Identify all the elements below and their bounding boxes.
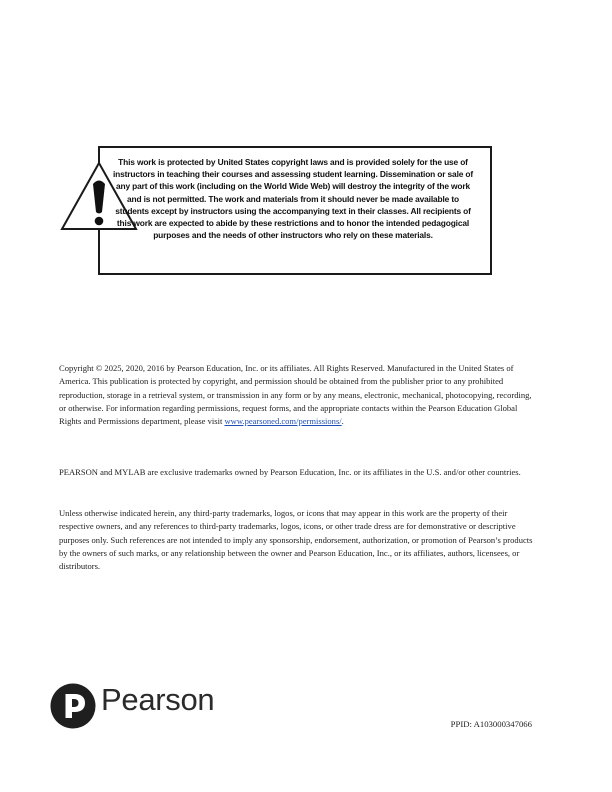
permissions-link[interactable]: www.pearsoned.com/permissions/ — [224, 416, 342, 427]
copyright-warning-notice — [60, 146, 490, 273]
trademarks-paragraph — [59, 466, 539, 479]
pearson-wordmark: Pearson — [101, 682, 215, 717]
ppid-label: PPID: A103000347066 — [450, 719, 532, 729]
trademarks-text: PEARSON and MYLAB are exclusive trademarks owned by Pearson Education, Inc. or its affiliates in the U.S. and/or other countries. — [59, 467, 521, 477]
warning-text: This work is protected by United States copyright laws and is provided solely for the use of instructors in teaching their courses and assessing student learning. Dissemination or sale of any part of this work (including on the World Wide Web) will destroy the integrity of the work and is not permitted. The work and materials from it should never be made available to students except by instructors using the accompanying text in their classes. All recipients of this work are expected to abide by these restrictions and to honor the intended pedagogical purposes and the needs of other instructors who rely on these materials. — [112, 157, 474, 241]
copyright-text: Copyright © 2025, 2020, 2016 by Pearson Education, Inc. or its affiliates. All Rights Reserved. Manufactured in the United States of America. This publication is protected by copyright, and permission should be obtained from the publisher prior to any prohibited reproduction, storage in a retrieval system, or transmission in any form or by any means, electronic, mechanical, photocopying, recording, or otherwise. For information regarding permissions, request forms, and the appropriate contacts within the Pearson Education Global Rights and Permissions department, please visit — [59, 363, 532, 427]
copyright-text-end: . — [341, 416, 344, 427]
third-party-text: Unless otherwise indicated herein, any third-party trademarks, logos, or icons that may appear in this work are the property of their respective owners, and any references to third-party trademarks, logos, icons, or other trade dress are for demonstrative or descriptive purposes only. Such references are not intended to imply any sponsorship, endorsement, authorization, or promotion of Pearson’s products by the owners of such marks, or any relationship between the owner and Pearson Education, Inc., or its affiliates, authors, licensees, or distributors. — [59, 508, 533, 572]
pearson-logo-icon — [50, 682, 96, 730]
copyright-paragraph — [59, 362, 539, 428]
third-party-paragraph — [59, 507, 539, 573]
